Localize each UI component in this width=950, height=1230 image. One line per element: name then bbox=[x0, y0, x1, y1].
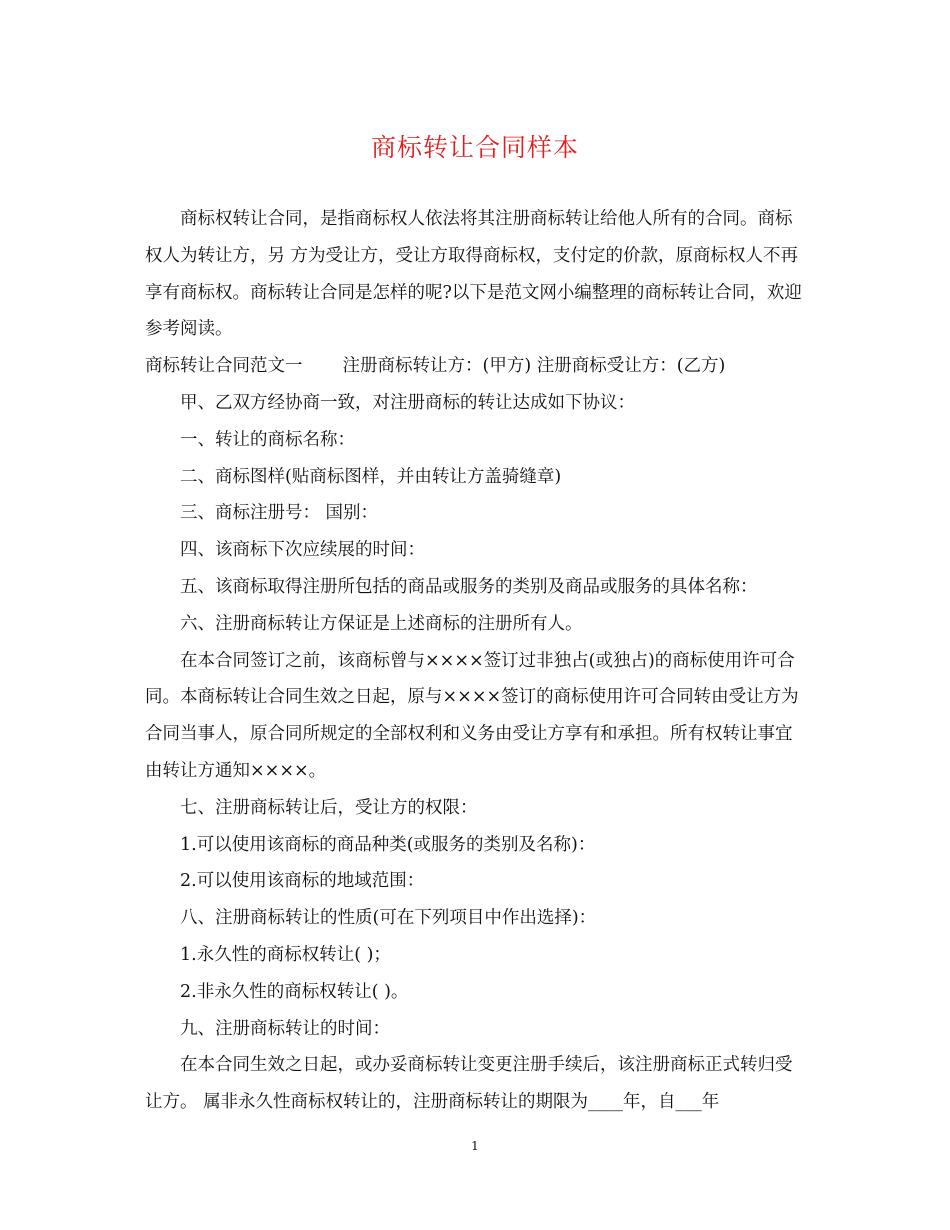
clause-2: 二、商标图样(贴商标图样，并由转让方盖骑缝章) bbox=[180, 466, 562, 487]
clause-5: 五、该商标取得注册所包括的商品或服务的类别及商品或服务的具体名称： bbox=[180, 576, 758, 597]
sample-heading: 商标转让合同范文一 bbox=[145, 356, 303, 377]
clause-6: 六、注册商标转让方保证是上述商标的注册所有人。 bbox=[180, 613, 583, 634]
clause-7-item-1: 1.可以使用该商标的商品种类(或服务的类别及名称)： bbox=[180, 834, 596, 855]
clause-1: 一、转让的商标名称： bbox=[180, 429, 355, 450]
license-paragraph: 在本合同签订之前，该商标曾与××××签订过非独占(或独占)的商标使用许可合同。本商标转让合同生效之日起，原与××××签订的商标使用许可合同转由受让方为合同当事人，原合同所规定的全部权利和义务由受让方享有和承担。所有权转让事宜由转让方通知××××。 bbox=[145, 650, 799, 781]
intro-paragraph: 商标权转让合同，是指商标权人依法将其注册商标转让给他人所有的合同。商标权人为转让方，另 方为受让方，受让方取得商标权，支付定的价款，原商标权人不再享有商标权。商标转让合同是怎样的呢?以下是范文网小编整理的商标转让合同，欢迎参考阅读。 bbox=[145, 209, 802, 340]
clause-7: 七、注册商标转让后，受让方的权限： bbox=[180, 797, 478, 818]
clause-9: 九、注册商标转让的时间： bbox=[180, 1018, 390, 1039]
sample-heading-line bbox=[145, 348, 805, 385]
document-title: 商标转让合同样本 bbox=[370, 133, 579, 162]
effective-paragraph: 在本合同生效之日起，或办妥商标转让变更注册手续后，该注册商标正式转归受让方。 属非永久性商标权转让的，注册商标转让的期限为____年，自___年 bbox=[145, 1055, 793, 1113]
clause-8-item-1: 1.永久性的商标权转让( )； bbox=[180, 944, 391, 965]
clause-8: 八、注册商标转让的性质(可在下列项目中作出选择)： bbox=[180, 908, 597, 929]
clause-8-item-2: 2.非永久性的商标权转让( )。 bbox=[180, 981, 409, 1002]
clause-7-item-2: 2.可以使用该商标的地域范围： bbox=[180, 871, 425, 892]
page-number: 1 bbox=[471, 1139, 479, 1153]
agreement-line: 甲、乙双方经协商一致，对注册商标的转让达成如下协议： bbox=[180, 392, 635, 413]
clause-3: 三、商标注册号： 国别： bbox=[180, 503, 379, 524]
document-body bbox=[145, 201, 805, 1121]
parties-line: 注册商标转让方：(甲方) 注册商标受让方：(乙方) bbox=[342, 356, 726, 377]
clause-4: 四、该商标下次应续展的时间： bbox=[180, 540, 425, 561]
